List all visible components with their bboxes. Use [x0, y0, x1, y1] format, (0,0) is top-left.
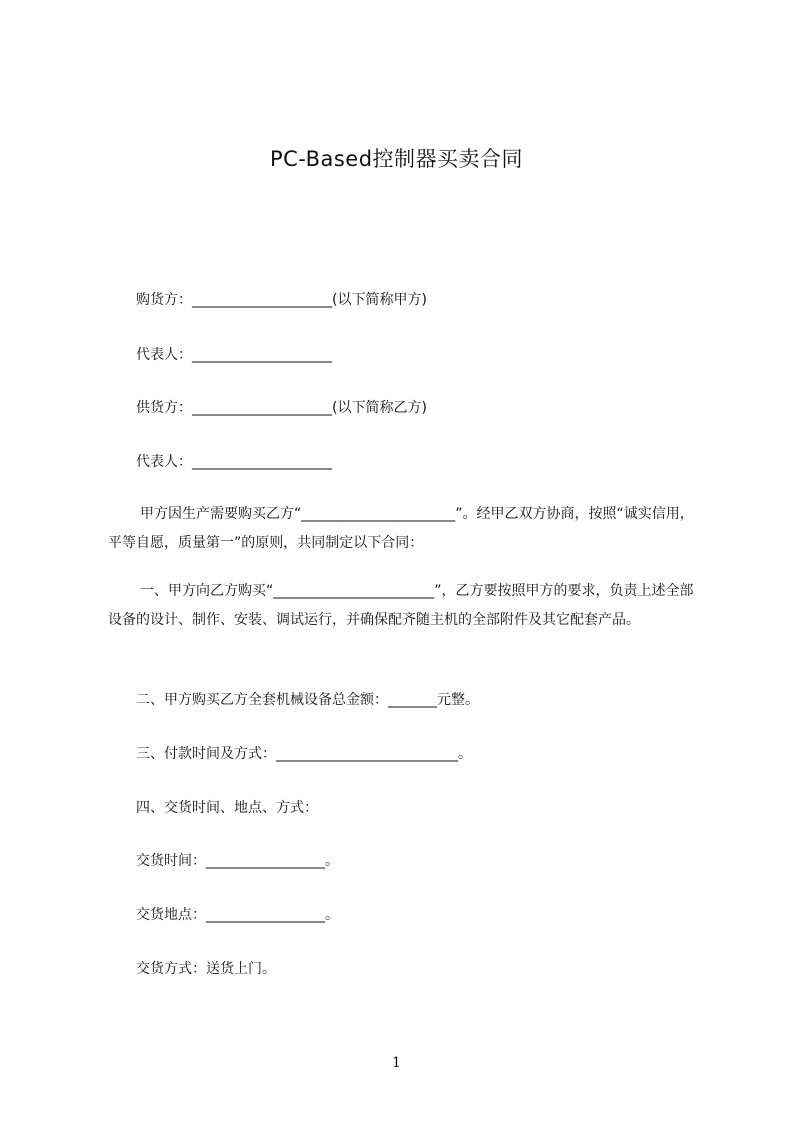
document-title: PC-Based控制器买卖合同	[269, 147, 524, 171]
clause-2-line: 二、甲方购买乙方全套机械设备总金额：_______元整。	[136, 692, 479, 708]
clause-1-paragraph: 一、甲方向乙方购买“_______________________”，乙方要按照甲方的要求，负责上述全部设备的设计、制作、安装、调试运行，并确保配齐随主机的全部附件及其它配套产品。	[108, 583, 694, 628]
clause-3-line: 三、付款时间及方式：__________________________。	[136, 746, 472, 762]
delivery-time-line: 交货时间：_________________。	[136, 853, 339, 869]
delivery-method-line: 交货方式：送货上门。	[136, 961, 276, 977]
seller-line: 供货方：____________________(以下简称乙方)	[136, 400, 427, 416]
buyer-representative-line: 代表人：____________________	[136, 347, 332, 363]
buyer-line: 购货方：____________________(以下简称甲方)	[136, 292, 427, 308]
clause-4-heading: 四、交货时间、地点、方式：	[136, 800, 318, 816]
seller-representative-line: 代表人：____________________	[136, 454, 332, 470]
delivery-place-line: 交货地点：_________________。	[136, 907, 339, 923]
page-number: 1	[392, 1055, 401, 1071]
preamble-paragraph: 甲方因生产需要购买乙方“______________________”。经甲乙双方协商，按照“诚实信用，平等自愿，质量第一”的原则，共同制定以下合同：	[108, 506, 694, 551]
